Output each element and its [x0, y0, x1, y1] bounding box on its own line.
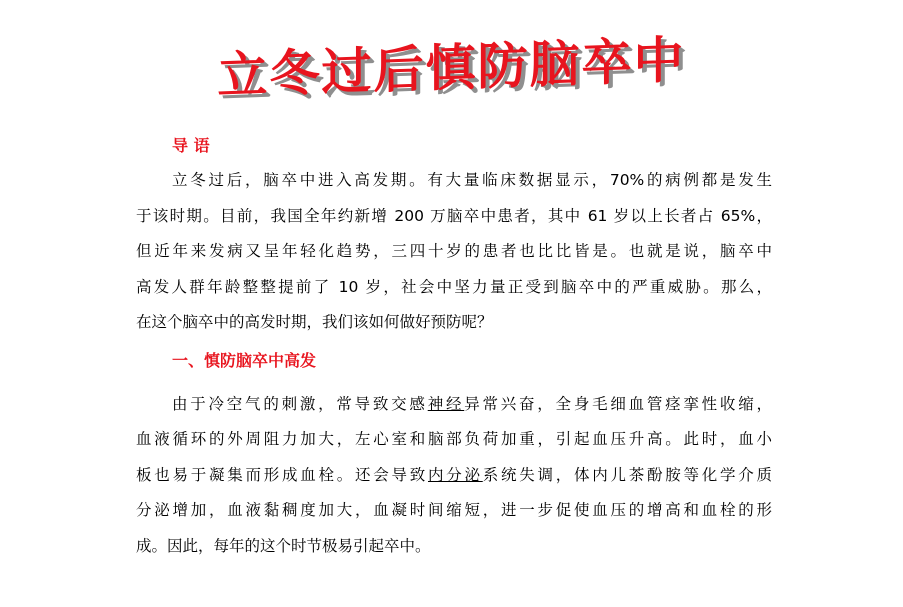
lead-heading: 导 语: [172, 136, 210, 155]
section-1-line-1: [136, 387, 772, 423]
section-1-line-3-text-b: 系统失调，体内儿茶酚胺等化学介质: [482, 465, 772, 484]
section-1-line-1-text-a: 由于冷空气的刺激，常导致交感: [172, 394, 428, 413]
link-neifenmi[interactable]: 内分泌: [427, 465, 483, 484]
lead-line-1: 立冬过后，脑卒中进入高发期。有大量临床数据显示，70%的病例都是发生: [172, 171, 772, 189]
section-1-line-3-text-a: 板也易于凝集而形成血栓。还会导致: [136, 465, 428, 484]
document-body: [136, 128, 772, 564]
lead-line-4: 高发人群年龄整整提前了 10 岁，社会中坚力量正受到脑卒中的严重威胁。那么，: [136, 277, 772, 296]
section-1-heading: 一、慎防脑卒中高发: [172, 350, 317, 370]
lead-line-5: 在这个脑卒中的高发时期，我们该如何做好预防呢？: [136, 313, 493, 331]
lead-paragraph: [136, 163, 772, 341]
section-1-line-3: [136, 458, 772, 494]
section-1-line-5: 成。因此，每年的这个时节极易引起卒中。: [136, 536, 431, 555]
section-1-line-1-text-b: 异常兴奋，全身毛细血管痉挛性收缩，: [464, 394, 772, 413]
document-title: 立冬过后慎防脑卒中: [217, 30, 686, 106]
section-1-line-2: 血液循环的外周阻力加大，左心室和脑部负荷加重，引起血压升高。此时，血小: [136, 430, 772, 448]
section-1-line-4: 分泌增加，血液黏稠度加大，血凝时间缩短，进一步促使血压的增高和血栓的形: [136, 501, 772, 519]
section-1-paragraph: [136, 387, 772, 565]
lead-line-3: 但近年来发病又呈年轻化趋势，三四十岁的患者也比比皆是。也就是说，脑卒中: [136, 242, 772, 260]
link-shenjing[interactable]: 神经: [427, 394, 465, 413]
lead-line-2: 于该时期。目前，我国全年约新增 200 万脑卒中患者，其中 61 岁以上长者占 65%，: [136, 206, 772, 225]
